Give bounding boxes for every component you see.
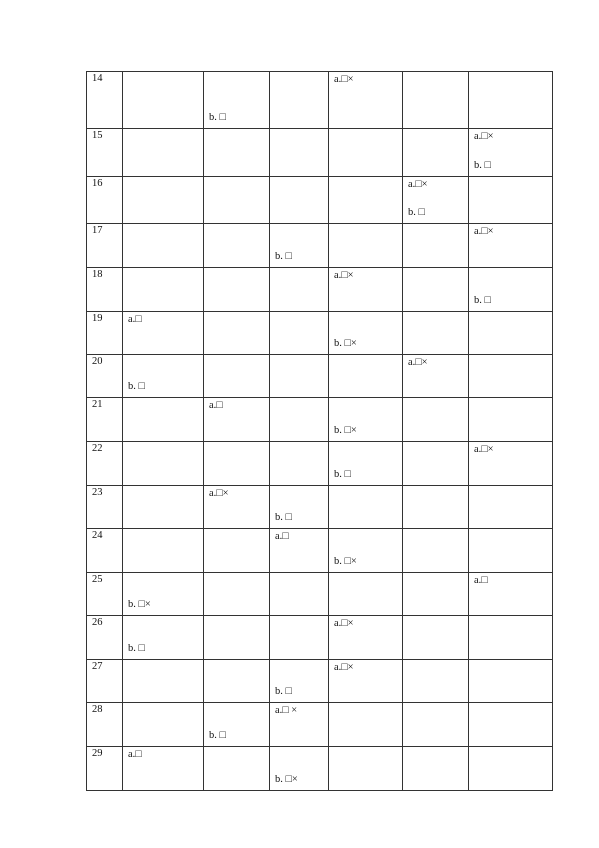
- answer-cell: [469, 224, 553, 268]
- answer-cell: [204, 177, 270, 224]
- answer-cell: [123, 486, 204, 529]
- answer-cell: [329, 129, 403, 177]
- answer-cell: [123, 355, 204, 398]
- item-number: 24: [92, 530, 103, 541]
- answer-cell: [204, 355, 270, 398]
- answer-cell: [204, 660, 270, 703]
- answer-cell: [204, 616, 270, 660]
- item-number: 22: [92, 443, 103, 454]
- item-number: 20: [92, 356, 103, 367]
- option-a-mark: a.□: [209, 400, 223, 411]
- answer-cell: [329, 573, 403, 616]
- option-a-mark: a.□×: [408, 357, 428, 368]
- answer-cell: [403, 129, 469, 177]
- answer-cell: [123, 529, 204, 573]
- answer-grid-table: [86, 71, 553, 791]
- item-number: 16: [92, 178, 103, 189]
- table-row: [87, 747, 553, 791]
- item-number: 14: [92, 73, 103, 84]
- item-number: 21: [92, 399, 103, 410]
- answer-cell: [329, 660, 403, 703]
- answer-cell: [329, 224, 403, 268]
- item-number-cell: [87, 703, 123, 747]
- answer-cell: [123, 616, 204, 660]
- answer-cell: [469, 268, 553, 312]
- answer-cell: [123, 177, 204, 224]
- answer-cell: [270, 355, 329, 398]
- answer-cell: [403, 355, 469, 398]
- option-a-mark: a.□: [128, 314, 142, 325]
- table-row: [87, 224, 553, 268]
- option-a-mark: a.□×: [334, 74, 354, 85]
- item-number-cell: [87, 529, 123, 573]
- answer-cell: [270, 616, 329, 660]
- option-b-mark: b. □×: [128, 599, 151, 610]
- answer-cell: [270, 442, 329, 486]
- answer-cell: [403, 660, 469, 703]
- answer-cell: [270, 703, 329, 747]
- option-b-mark: b. □: [128, 381, 145, 392]
- table-row: [87, 177, 553, 224]
- answer-cell: [469, 129, 553, 177]
- table-row: [87, 268, 553, 312]
- table-row: [87, 129, 553, 177]
- option-b-mark: b. □: [474, 295, 491, 306]
- answer-cell: [204, 129, 270, 177]
- option-a-mark: a.□×: [474, 131, 494, 142]
- answer-cell: [123, 703, 204, 747]
- table-row: [87, 573, 553, 616]
- answer-cell: [329, 72, 403, 129]
- answer-cell: [329, 703, 403, 747]
- item-number: 29: [92, 748, 103, 759]
- option-a-mark: a.□: [474, 575, 488, 586]
- answer-cell: [204, 486, 270, 529]
- option-b-mark: b. □×: [334, 556, 357, 567]
- answer-cell: [123, 747, 204, 791]
- option-b-mark: b. □: [128, 643, 145, 654]
- answer-cell: [270, 529, 329, 573]
- table-row: [87, 355, 553, 398]
- option-a-mark: a.□×: [474, 226, 494, 237]
- answer-cell: [329, 177, 403, 224]
- answer-cell: [270, 486, 329, 529]
- table-row: [87, 312, 553, 355]
- answer-cell: [403, 398, 469, 442]
- answer-cell: [270, 177, 329, 224]
- answer-cell: [123, 312, 204, 355]
- table-row: [87, 486, 553, 529]
- answer-cell: [204, 398, 270, 442]
- option-b-mark: b. □×: [334, 425, 357, 436]
- option-b-mark: b. □: [275, 686, 292, 697]
- answer-cell: [123, 129, 204, 177]
- answer-cell: [270, 573, 329, 616]
- answer-cell: [123, 72, 204, 129]
- item-number-cell: [87, 177, 123, 224]
- item-number-cell: [87, 312, 123, 355]
- answer-cell: [469, 616, 553, 660]
- answer-cell: [204, 529, 270, 573]
- answer-cell: [403, 529, 469, 573]
- answer-cell: [270, 398, 329, 442]
- answer-cell: [469, 177, 553, 224]
- item-number-cell: [87, 129, 123, 177]
- table-row: [87, 72, 553, 129]
- answer-cell: [403, 616, 469, 660]
- answer-cell: [403, 747, 469, 791]
- item-number: 19: [92, 313, 103, 324]
- option-b-mark: b. □: [209, 112, 226, 123]
- answer-cell: [403, 442, 469, 486]
- answer-cell: [469, 312, 553, 355]
- answer-grid-body: [87, 72, 553, 791]
- answer-cell: [204, 268, 270, 312]
- answer-cell: [469, 72, 553, 129]
- answer-cell: [270, 268, 329, 312]
- answer-cell: [204, 312, 270, 355]
- answer-cell: [469, 486, 553, 529]
- answer-cell: [204, 703, 270, 747]
- option-a-mark: a.□×: [334, 270, 354, 281]
- answer-cell: [329, 442, 403, 486]
- answer-cell: [204, 442, 270, 486]
- option-b-mark: b. □×: [334, 338, 357, 349]
- answer-cell: [270, 312, 329, 355]
- item-number: 25: [92, 574, 103, 585]
- item-number: 23: [92, 487, 103, 498]
- item-number-cell: [87, 747, 123, 791]
- option-b-mark: b. □: [408, 207, 425, 218]
- answer-cell: [469, 398, 553, 442]
- answer-cell: [123, 224, 204, 268]
- answer-cell: [469, 747, 553, 791]
- item-number: 18: [92, 269, 103, 280]
- option-a-mark: a.□×: [474, 444, 494, 455]
- answer-cell: [270, 72, 329, 129]
- answer-cell: [329, 398, 403, 442]
- answer-cell: [329, 486, 403, 529]
- answer-cell: [469, 660, 553, 703]
- item-number-cell: [87, 72, 123, 129]
- answer-cell: [204, 72, 270, 129]
- answer-cell: [329, 616, 403, 660]
- option-b-mark: b. □: [275, 251, 292, 262]
- item-number-cell: [87, 398, 123, 442]
- option-a-mark: a.□×: [334, 662, 354, 673]
- item-number: 27: [92, 661, 103, 672]
- option-a-mark: a.□ ×: [275, 705, 298, 716]
- answer-cell: [204, 573, 270, 616]
- answer-cell: [329, 529, 403, 573]
- table-row: [87, 703, 553, 747]
- item-number: 26: [92, 617, 103, 628]
- item-number-cell: [87, 224, 123, 268]
- answer-cell: [123, 573, 204, 616]
- option-b-mark: b. □: [209, 730, 226, 741]
- answer-cell: [204, 224, 270, 268]
- option-b-mark: b. □×: [275, 774, 298, 785]
- option-b-mark: b. □: [474, 160, 491, 171]
- item-number-cell: [87, 660, 123, 703]
- option-a-mark: a.□×: [334, 618, 354, 629]
- answer-cell: [270, 224, 329, 268]
- answer-cell: [123, 398, 204, 442]
- option-a-mark: a.□×: [408, 179, 428, 190]
- answer-cell: [469, 573, 553, 616]
- option-a-mark: a.□×: [209, 488, 229, 499]
- item-number: 15: [92, 130, 103, 141]
- option-a-mark: a.□: [275, 531, 289, 542]
- item-number-cell: [87, 486, 123, 529]
- option-b-mark: b. □: [334, 469, 351, 480]
- item-number: 28: [92, 704, 103, 715]
- option-a-mark: a.□: [128, 749, 142, 760]
- answer-cell: [204, 747, 270, 791]
- item-number-cell: [87, 268, 123, 312]
- table-row: [87, 398, 553, 442]
- item-number-cell: [87, 442, 123, 486]
- answer-cell: [123, 442, 204, 486]
- answer-cell: [329, 268, 403, 312]
- answer-cell: [403, 177, 469, 224]
- answer-cell: [329, 747, 403, 791]
- table-row: [87, 442, 553, 486]
- answer-cell: [469, 442, 553, 486]
- answer-cell: [403, 573, 469, 616]
- answer-cell: [123, 660, 204, 703]
- answer-cell: [403, 703, 469, 747]
- answer-cell: [123, 268, 204, 312]
- table-row: [87, 616, 553, 660]
- answer-cell: [469, 355, 553, 398]
- answer-cell: [403, 486, 469, 529]
- answer-cell: [329, 312, 403, 355]
- table-row: [87, 529, 553, 573]
- item-number-cell: [87, 573, 123, 616]
- answer-cell: [403, 268, 469, 312]
- answer-cell: [469, 529, 553, 573]
- item-number: 17: [92, 225, 103, 236]
- item-number-cell: [87, 355, 123, 398]
- option-b-mark: b. □: [275, 512, 292, 523]
- answer-cell: [403, 224, 469, 268]
- answer-cell: [329, 355, 403, 398]
- answer-cell: [403, 312, 469, 355]
- answer-cell: [469, 703, 553, 747]
- item-number-cell: [87, 616, 123, 660]
- table-row: [87, 660, 553, 703]
- answer-cell: [270, 129, 329, 177]
- answer-cell: [403, 72, 469, 129]
- answer-cell: [270, 660, 329, 703]
- answer-cell: [270, 747, 329, 791]
